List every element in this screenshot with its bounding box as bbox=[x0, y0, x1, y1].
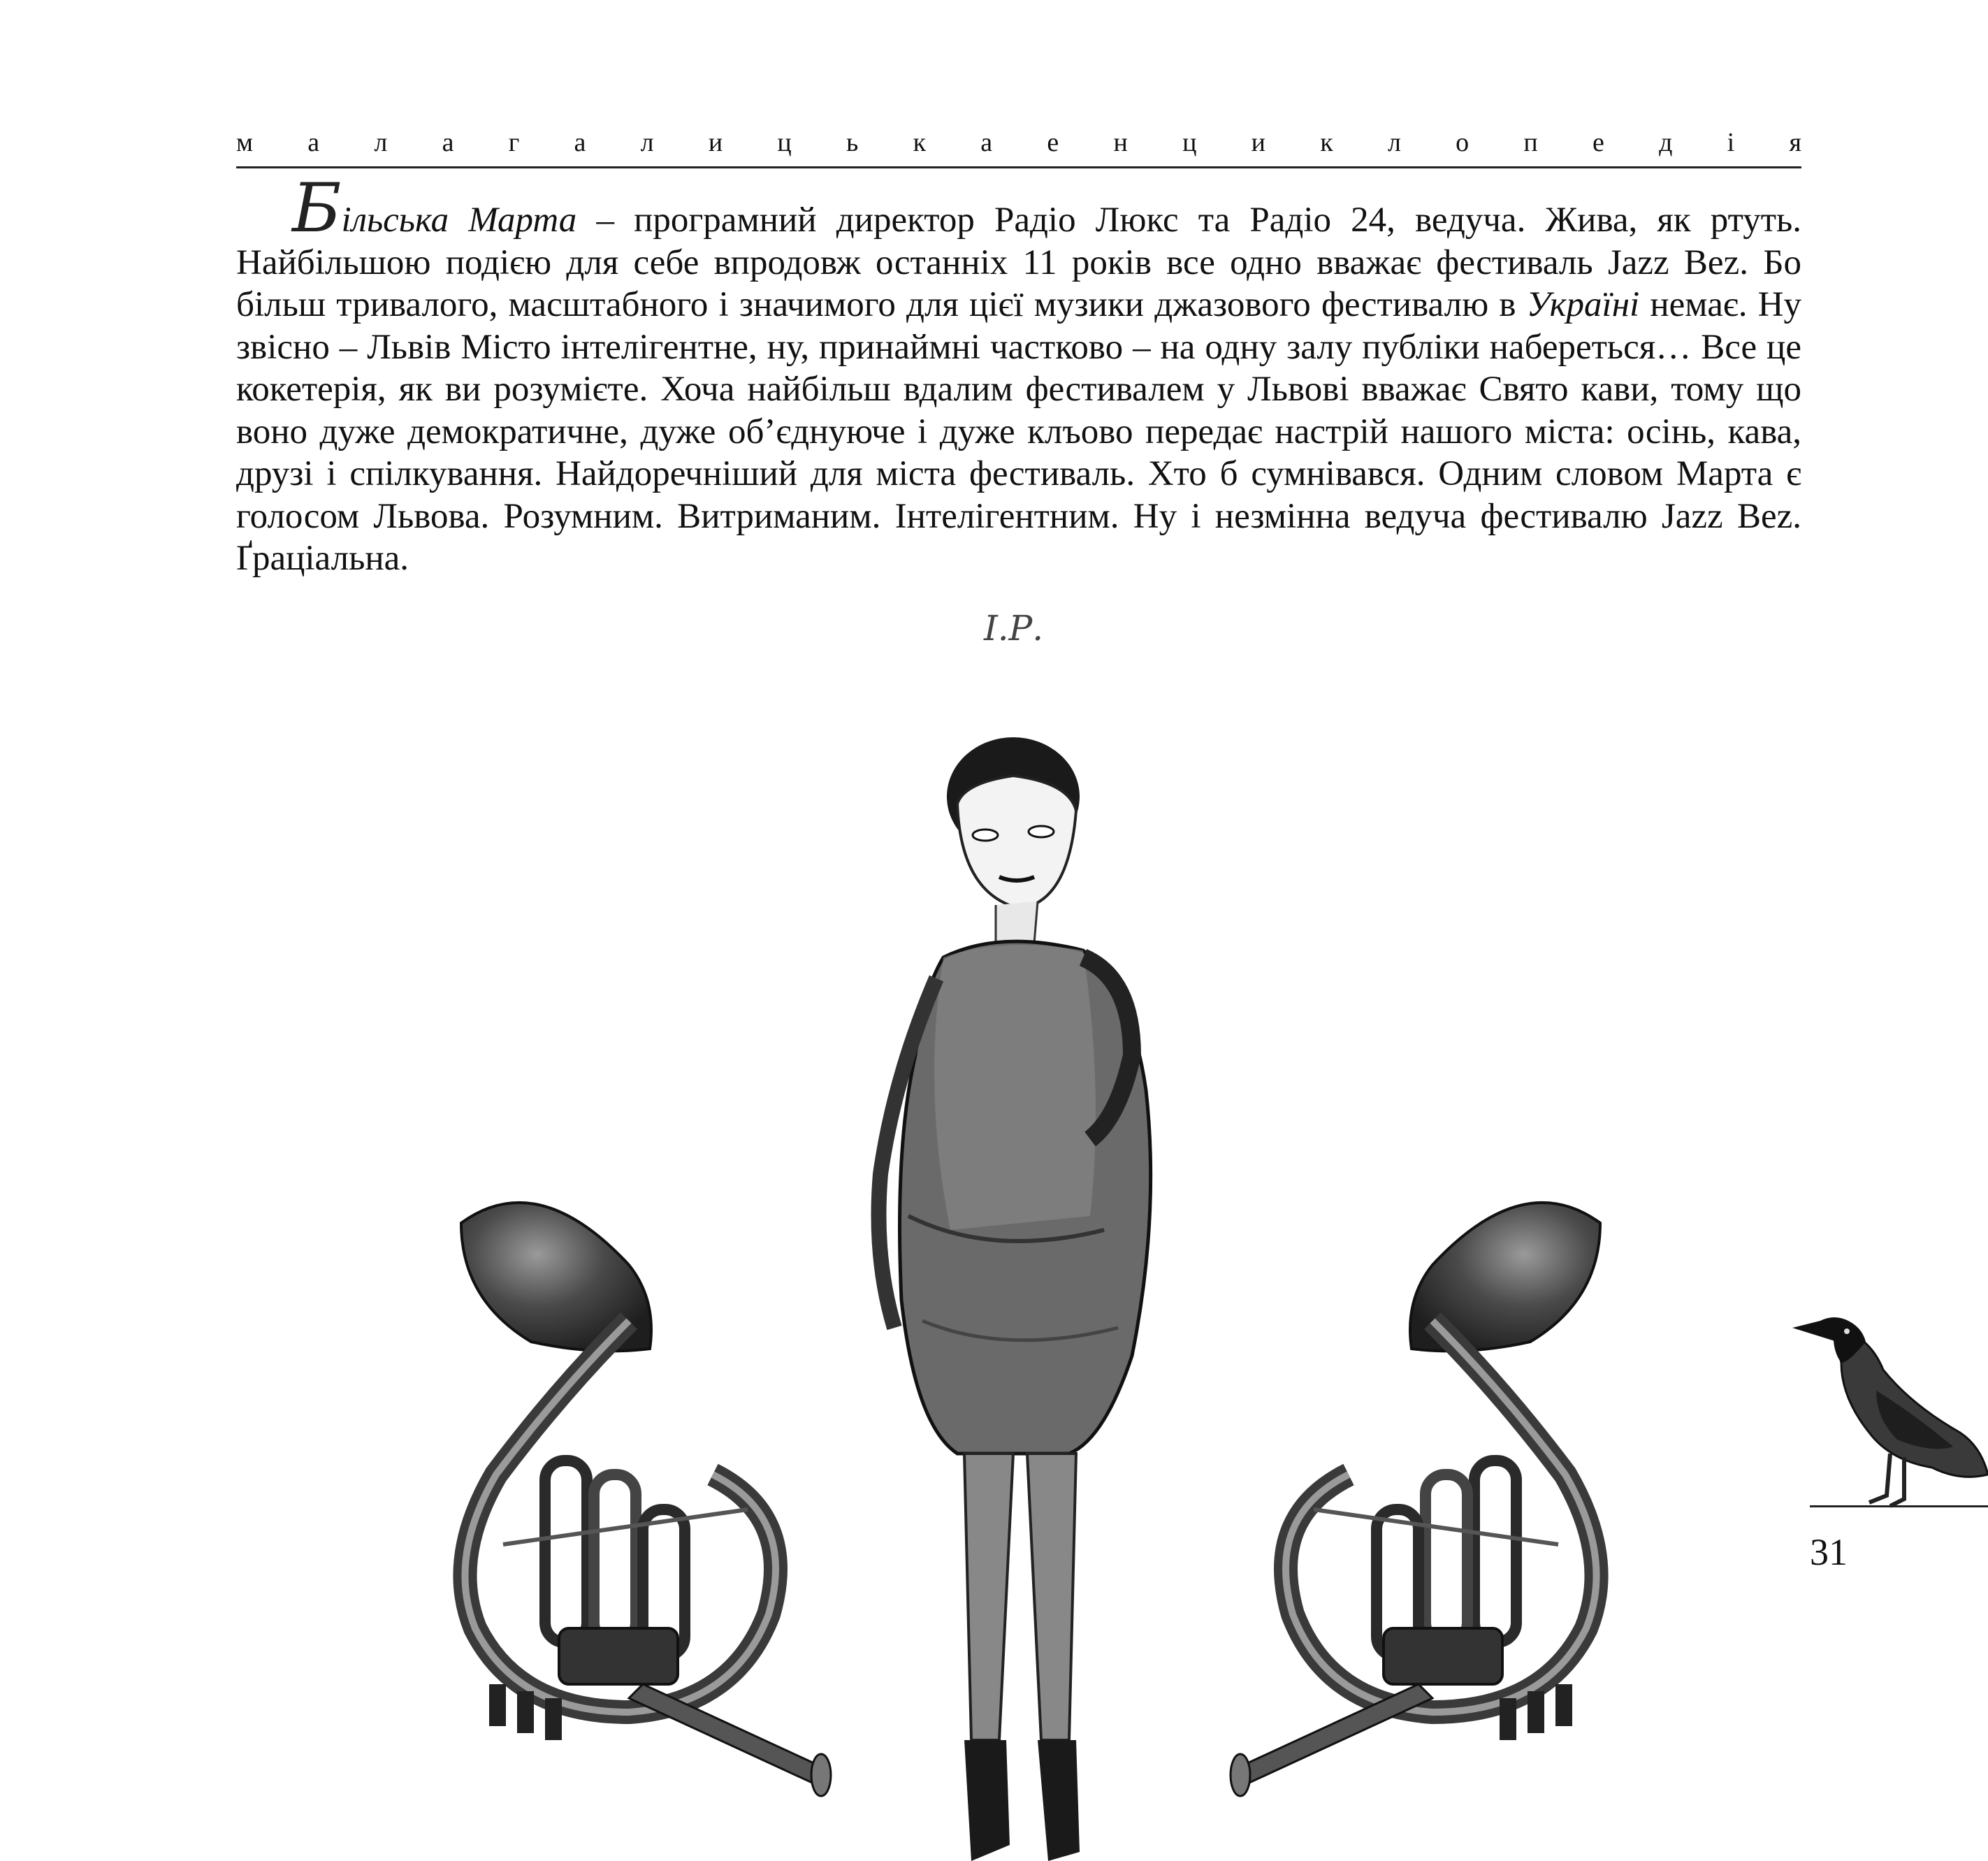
right-french-horn-illustration bbox=[1223, 1181, 1642, 1810]
running-header-letter: ь bbox=[846, 128, 859, 157]
running-header-letter: г bbox=[508, 128, 520, 157]
running-header-letter: а bbox=[442, 128, 454, 157]
entry-text-part2: немає. Ну звісно – Львів Місто інтелігентне, ну, принаймні частково – на одну залу публіки набереться… Все це кокетерія, як ви розумієте. Хоча найбільш вдалим фестивалем у Львові вважає Свято кави, тому що воно дуже демократичне, дуже об’єднуюче і дуже клъово передає настрій нашого міста: осінь, кава, друзі і спілкування. Найдоречніший для міста фестиваль. Хто б сумнівався. Одним словом Марта є голосом Львова. Розумним. Витриманим. Інтелігентним. Ну і незмінна ведуча фестивалю Jazz Bez. Ґраціальна. bbox=[236, 285, 1801, 578]
running-header-letter: и bbox=[708, 128, 723, 157]
header-rule bbox=[236, 166, 1801, 168]
running-header-letter: и bbox=[1251, 128, 1265, 157]
running-header-letter: л bbox=[374, 128, 388, 157]
crow-illustration bbox=[1792, 1307, 1988, 1509]
running-header-letter: п bbox=[1523, 128, 1538, 157]
entry-text-part1: програмний директор Радіо Люкс та Радіо 24, ведуча. Жива, як ртуть. Найбільшою подією для себе впродовж останніх 11 років все одно вважає фестиваль Jazz Bez. Бо більш тривалого, масштабного і значимого для цієї музики джазового фестивалю в bbox=[236, 201, 1802, 324]
running-header-letter: я bbox=[1789, 128, 1801, 157]
left-french-horn-illustration bbox=[419, 1181, 839, 1810]
running-header-letter: л bbox=[640, 128, 654, 157]
running-header-letter: а bbox=[307, 128, 320, 157]
running-header-letter: ц bbox=[1182, 128, 1197, 157]
running-header-letter: д bbox=[1659, 128, 1673, 157]
running-header bbox=[236, 127, 1801, 158]
running-header-letter: м bbox=[236, 128, 254, 157]
author-signature: І.Р. bbox=[984, 608, 1044, 649]
running-header-letter: л bbox=[1387, 128, 1401, 157]
page-number: 31 bbox=[1810, 1531, 1848, 1573]
drop-cap: Б bbox=[292, 169, 342, 247]
running-header-letter: ц bbox=[777, 128, 792, 157]
running-header-letter: і bbox=[1727, 128, 1735, 157]
running-header-letter: е bbox=[1592, 128, 1604, 157]
flapper-woman-illustration bbox=[839, 727, 1230, 1861]
encyclopedia-entry bbox=[236, 169, 1802, 580]
running-header-letter: н bbox=[1113, 128, 1128, 157]
running-header-letter: е bbox=[1047, 128, 1059, 157]
running-header-letter: к bbox=[913, 128, 927, 157]
running-header-letter: а bbox=[980, 128, 993, 157]
entry-italic-word: Україні bbox=[1526, 285, 1640, 324]
running-header-letter: о bbox=[1456, 128, 1470, 157]
running-header-letter: к bbox=[1320, 128, 1333, 157]
entry-dash: – bbox=[576, 201, 634, 240]
page-number-rule bbox=[1810, 1505, 1988, 1507]
running-header-letter: а bbox=[574, 128, 586, 157]
entry-name: ільська Марта bbox=[341, 201, 577, 240]
